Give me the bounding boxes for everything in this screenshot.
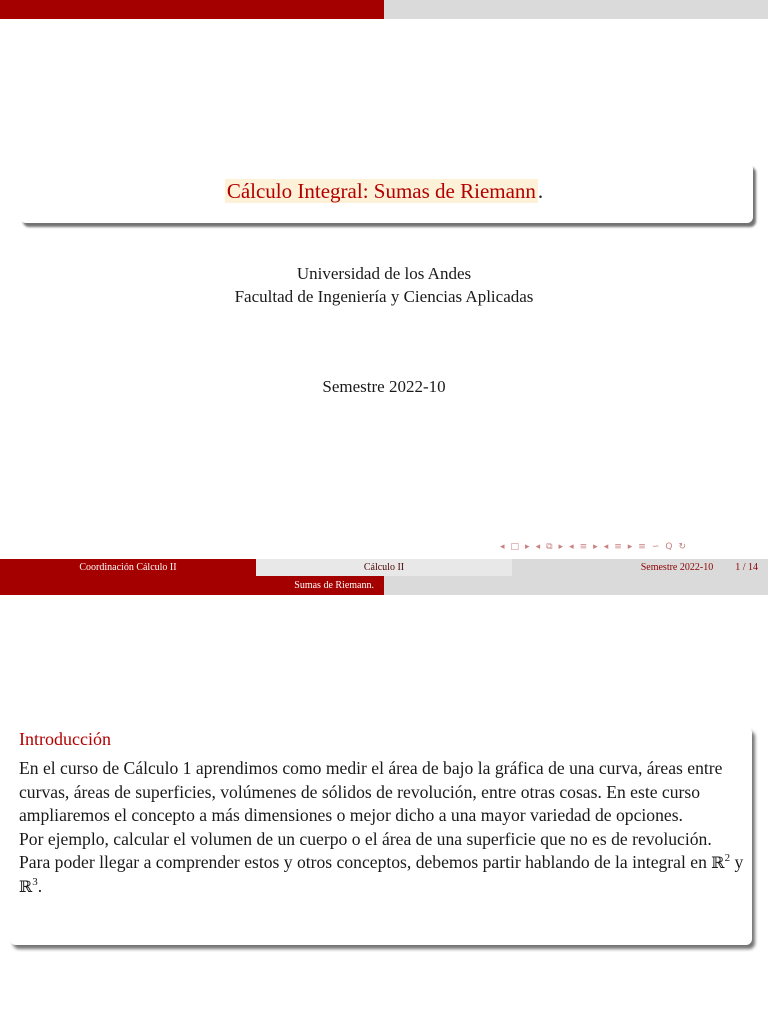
nav-frame-icon[interactable]: □	[510, 542, 520, 552]
slide2-progress-empty	[384, 576, 768, 595]
nav-subsection-icon[interactable]: ≡	[579, 542, 588, 552]
intro-body	[19, 757, 744, 898]
nav-prev-slide-icon[interactable]: ◂	[535, 542, 541, 552]
slide-title	[0, 178, 768, 204]
para3-text: Para poder llegar a comprender estos y otros conceptos, debemos partir hablando de la integral en	[19, 852, 712, 872]
nav-prev-frame-icon[interactable]: ◂	[500, 542, 505, 552]
nav-search-icon[interactable]: Q	[665, 542, 673, 552]
footer-page-number: 1 / 14	[735, 562, 758, 573]
real-numbers-symbol-2: ℝ	[19, 876, 33, 896]
intro-paragraph-3	[19, 851, 744, 898]
intro-title: Introducción	[19, 729, 111, 749]
nav-next-slide-icon[interactable]: ▸	[558, 542, 564, 552]
nav-document-icon[interactable]: ≡	[638, 542, 646, 552]
conjunction: y	[730, 852, 744, 872]
exponent-3: 3	[32, 875, 38, 888]
institution: Universidad de los Andes	[296, 264, 472, 283]
slide2-section-label: Sumas de Riemann.	[0, 576, 384, 595]
intro-paragraph-2: Por ejemplo, calcular el volumen de un cuerpo o el área de una superficie que no es de revolución.	[19, 828, 712, 849]
exponent-2: 2	[724, 852, 731, 865]
footer-author: Coordinación Cálculo II	[0, 559, 256, 576]
nav-section-icon[interactable]: ≡	[614, 542, 622, 552]
footer-right	[512, 559, 768, 576]
nav-next-section-icon[interactable]: ▸	[627, 542, 633, 552]
footer-semester: Semestre 2022-10	[640, 562, 714, 573]
title-suffix: .	[537, 179, 544, 203]
semester: Semestre 2022-10	[322, 377, 446, 396]
nav-next-frame-icon[interactable]: ▸	[525, 542, 530, 552]
progress-bar-filled	[0, 0, 384, 19]
nav-prev-subsection-icon[interactable]: ◂	[569, 542, 574, 552]
slide-footer	[0, 559, 768, 576]
progress-bar-empty	[384, 0, 768, 19]
title-highlight: Cálculo Integral: Sumas de Riemann	[226, 179, 536, 203]
faculty: Facultad de Ingeniería y Ciencias Aplicadas	[234, 287, 534, 306]
nav-back-icon[interactable]: ∽	[651, 542, 660, 552]
end-punct: .	[37, 875, 43, 896]
footer-course: Cálculo II	[256, 559, 512, 576]
nav-slide-icon[interactable]: ⧉	[546, 542, 553, 552]
real-numbers-symbol: ℝ	[711, 853, 725, 872]
nav-prev-section-icon[interactable]: ◂	[603, 542, 609, 552]
nav-next-subsection-icon[interactable]: ▸	[593, 542, 598, 552]
nav-forward-icon[interactable]: ↻	[678, 542, 687, 552]
slide2-header	[0, 576, 768, 595]
navigation-controls[interactable]	[500, 539, 762, 555]
intro-paragraph-1: En el curso de Cálculo 1 aprendimos como medir el área de bajo la gráfica de una curva, áreas entre curvas, áreas de superficies, volúmenes de sólidos de revolución, entre otras cosas. En este curso ampliaremos el concepto a más dimensiones o mejor dicho a una mayor variedad de opciones.	[19, 758, 723, 825]
